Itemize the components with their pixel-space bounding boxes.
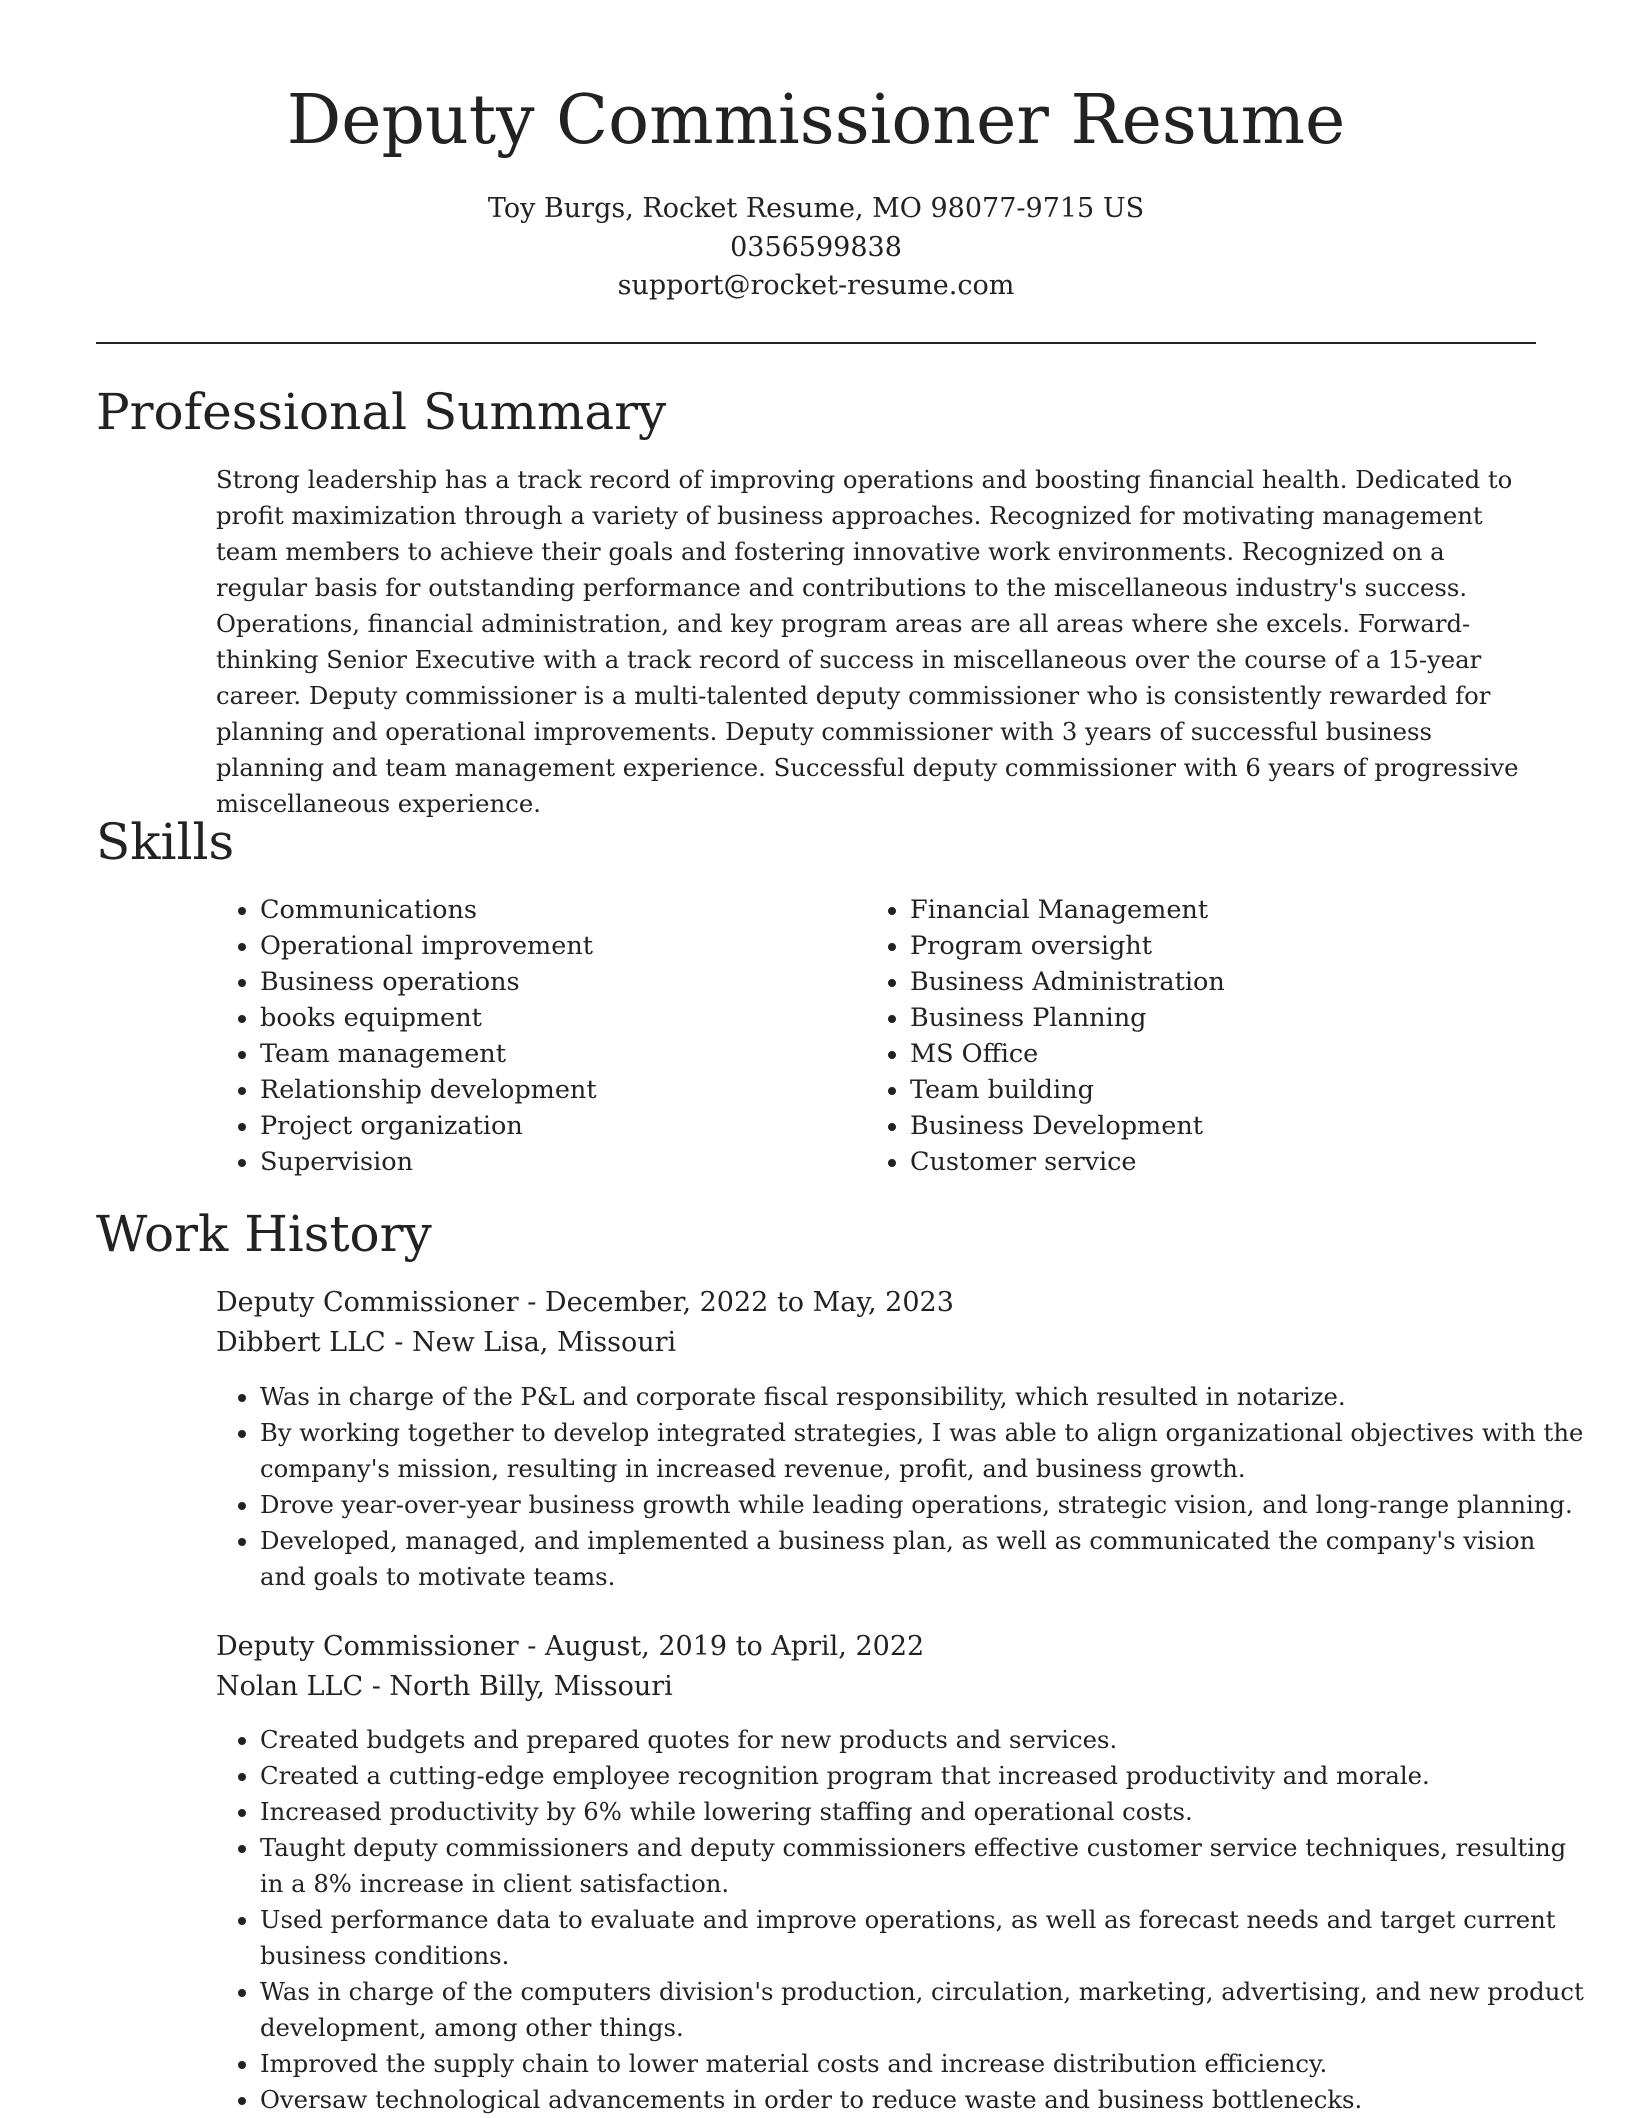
contact-phone: 0356599838: [730, 232, 902, 263]
job-bullet: • Was in charge of the P&L and corporate fiscal responsibility, which resulted in notarize.: [260, 1379, 1584, 1415]
job-company: Dibbert LLC: [216, 1327, 386, 1358]
skill-item: • Business Development: [910, 1108, 1225, 1144]
skill-item: • Relationship development: [260, 1072, 597, 1108]
skill-item: • MS Office: [910, 1036, 1225, 1072]
contact-address: Toy Burgs, Rocket Resume, MO 98077-9715 US: [487, 193, 1145, 224]
skill-item: • books equipment: [260, 1000, 597, 1036]
skill-item: • Business operations: [260, 964, 597, 1000]
job-bullet: • Used performance data to evaluate and improve operations, as well as forecast needs and target current business conditions.: [260, 1902, 1584, 1974]
job-bullet: • Increased productivity by 6% while lowering staffing and operational costs.: [260, 1794, 1584, 1830]
skills-list-left: [216, 892, 597, 1180]
job-bullets: [216, 1722, 1584, 2118]
job-bullet: • Created budgets and prepared quotes for new products and services.: [260, 1722, 1584, 1758]
skill-item: • Program oversight: [910, 928, 1225, 964]
job-bullets: [216, 1379, 1584, 1595]
separator: -: [385, 1327, 412, 1358]
job-bullet: • Was in charge of the computers division's production, circulation, marketing, advertising, and new product development, among other things.: [260, 1974, 1584, 2046]
skill-item: • Financial Management: [910, 892, 1225, 928]
separator: -: [518, 1287, 545, 1318]
job-bullet: • Developed, managed, and implemented a business plan, as well as communicated the company's vision and goals to motivate teams.: [260, 1523, 1584, 1595]
job-bullet: • Improved the supply chain to lower material costs and increase distribution efficiency.: [260, 2046, 1584, 2082]
page-title: Deputy Commissioner Resume: [286, 81, 1346, 160]
skill-item: • Operational improvement: [260, 928, 597, 964]
job-title-line: [216, 1287, 954, 1319]
summary-text: Strong leadership has a track record of improving operations and boosting financial health. Dedicated to profit maximization through a variety of business approaches. Recognized for motivating management team members to achieve their goals and fostering innovative work environments. Recognized on a regular basis for outstanding performance and contributions to the miscellaneous industry's success. Operations, financial administration, and key program areas are all areas where she excels. Forward-thinking Senior Executive with a track record of success in miscellaneous over the course of a 15-year career. Deputy commissioner is a multi-talented deputy commissioner who is consistently rewarded for planning and operational improvements. Deputy commissioner with 3 years of successful business planning and team management experience. Successful deputy commissioner with 6 years of progressive miscellaneous experience.: [216, 465, 1519, 818]
skills-heading: Skills: [96, 813, 235, 871]
skill-item: • Business Planning: [910, 1000, 1225, 1036]
skill-item: • Supervision: [260, 1144, 597, 1180]
job-bullet: • By working together to develop integrated strategies, I was able to align organizational objectives with the company's mission, resulting in increased revenue, profit, and business growth.: [260, 1415, 1584, 1487]
job-bullet: • Created a cutting-edge employee recognition program that increased productivity and morale.: [260, 1758, 1584, 1794]
job-title-line: [216, 1631, 924, 1663]
job-dates: August, 2019 to April, 2022: [544, 1631, 925, 1662]
job-location: North Billy, Missouri: [389, 1671, 673, 1702]
job-bullet: • Taught deputy commissioners and deputy commissioners effective customer service techniques, resulting in a 8% increase in client satisfaction.: [260, 1830, 1584, 1902]
job-title: Deputy Commissioner: [216, 1631, 519, 1662]
job-bullet: • Oversaw technological advancements in order to reduce waste and business bottlenecks.: [260, 2082, 1584, 2118]
job-location: New Lisa, Missouri: [411, 1327, 677, 1358]
job-company: Nolan LLC: [216, 1671, 364, 1702]
skill-item: • Business Administration: [910, 964, 1225, 1000]
skill-item: • Communications: [260, 892, 597, 928]
skills-list-right: [866, 892, 1225, 1180]
summary-heading: Professional Summary: [96, 383, 667, 441]
skill-item: • Team building: [910, 1072, 1225, 1108]
job-company-line: [216, 1671, 673, 1703]
separator: -: [518, 1631, 545, 1662]
job-company-line: [216, 1327, 676, 1359]
job-dates: December, 2022 to May, 2023: [544, 1287, 954, 1318]
job-title: Deputy Commissioner: [216, 1287, 519, 1318]
contact-email: support@rocket-resume.com: [617, 270, 1015, 301]
header-divider: [96, 342, 1536, 344]
separator: -: [363, 1671, 390, 1702]
skill-item: • Team management: [260, 1036, 597, 1072]
skill-item: • Project organization: [260, 1108, 597, 1144]
work-history-heading: Work History: [96, 1205, 432, 1263]
skill-item: • Customer service: [910, 1144, 1225, 1180]
job-bullet: • Drove year-over-year business growth while leading operations, strategic vision, and long-range planning.: [260, 1487, 1584, 1523]
